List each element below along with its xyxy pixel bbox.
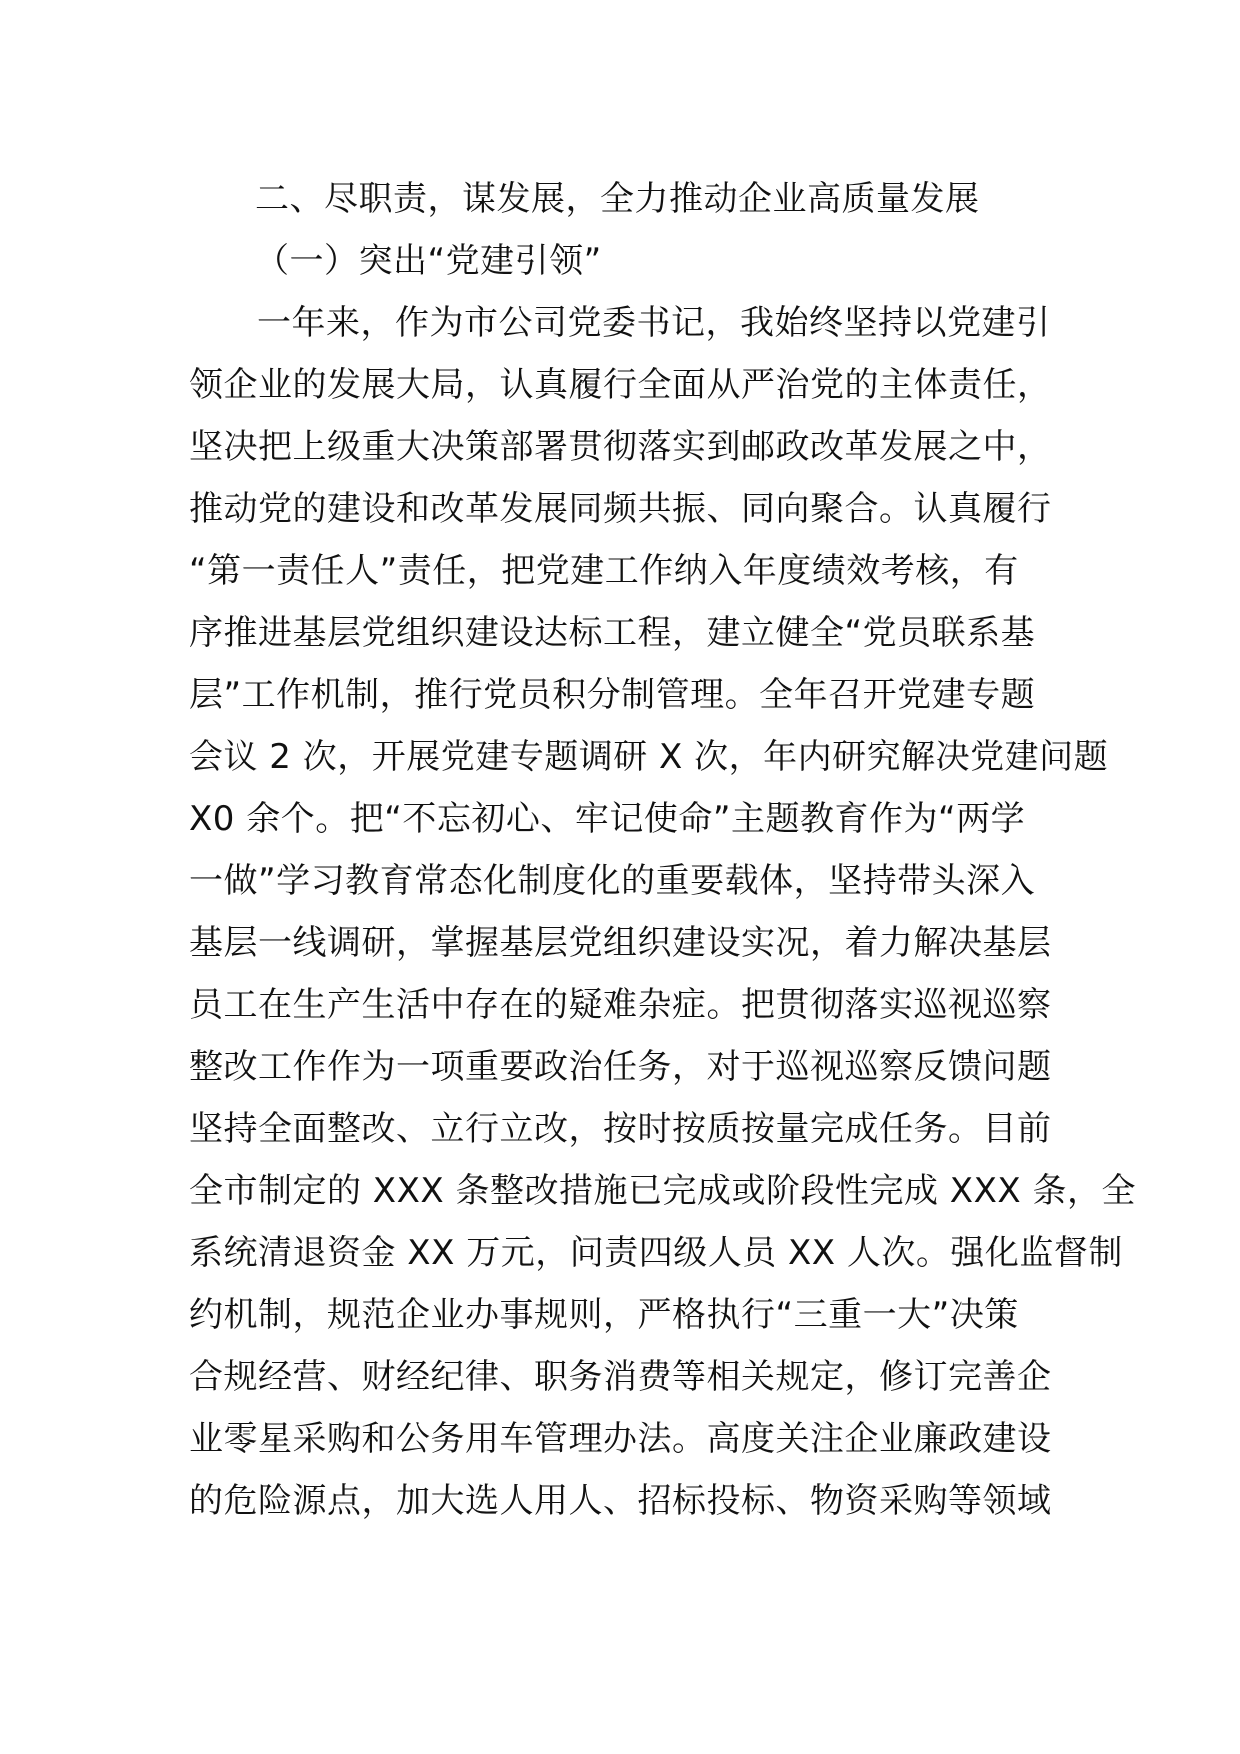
paragraph-line: 领企业的发展大局，认真履行全面从严治党的主体责任， [189, 365, 1052, 405]
paragraph-line: 坚决把上级重大决策部署贯彻落实到邮政改革发展之中， [189, 427, 1052, 467]
document-body [189, 168, 1136, 1532]
paragraph-line: 系统清退资金 XX 万元，问责四级人员 XX 人次。强化监督制 [189, 1233, 1123, 1273]
paragraph-line: 层”工作机制，推行党员积分制管理。全年召开党建专题 [189, 675, 1036, 715]
section-heading: 二、尽职责，谋发展，全力推动企业高质量发展 [255, 179, 980, 219]
body-paragraph [189, 292, 1136, 1532]
paragraph-line: 一做”学习教育常态化制度化的重要载体，坚持带头深入 [189, 861, 1036, 901]
paragraph-line: 业零星采购和公务用车管理办法。高度关注企业廉政建设 [189, 1419, 1052, 1459]
paragraph-line: 序推进基层党组织建设达标工程，建立健全“党员联系基 [189, 613, 1036, 653]
paragraph-line: 坚持全面整改、立行立改，按时按质按量完成任务。目前 [189, 1109, 1052, 1149]
paragraph-line: “第一责任人”责任，把党建工作纳入年度绩效考核，有 [189, 551, 1019, 591]
paragraph-line: 员工在生产生活中存在的疑难杂症。把贯彻落实巡视巡察 [189, 985, 1052, 1025]
paragraph-line: 合规经营、财经纪律、职务消费等相关规定，修订完善企 [189, 1357, 1052, 1397]
paragraph-line: 推动党的建设和改革发展同频共振、同向聚合。认真履行 [189, 489, 1052, 529]
paragraph-line: X0 余个。把“不忘初心、牢记使命”主题教育作为“两学 [189, 799, 1026, 839]
paragraph-line: 基层一线调研，掌握基层党组织建设实况，着力解决基层 [189, 923, 1052, 963]
paragraph-line: 的危险源点，加大选人用人、招标投标、物资采购等领域 [189, 1481, 1052, 1521]
paragraph-line: 全市制定的 XXX 条整改措施已完成或阶段性完成 XXX 条，全 [189, 1171, 1136, 1211]
paragraph-line: 会议 2 次，开展党建专题调研 X 次，年内研究解决党建问题 [189, 737, 1109, 777]
subsection-heading: （一）突出“党建引领” [255, 241, 602, 281]
paragraph-line: 一年来，作为市公司党委书记，我始终坚持以党建引 [257, 303, 1051, 343]
paragraph-line: 约机制，规范企业办事规则，严格执行“三重一大”决策 [189, 1295, 1019, 1335]
paragraph-line: 整改工作作为一项重要政治任务，对于巡视巡察反馈问题 [189, 1047, 1052, 1087]
